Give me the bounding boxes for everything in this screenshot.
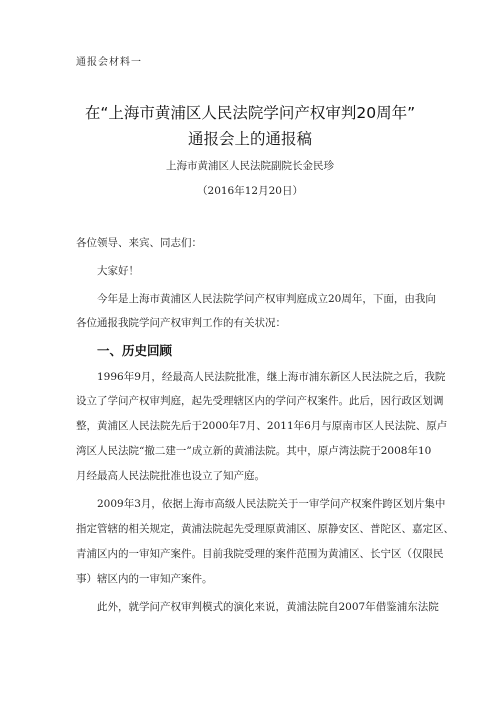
paragraph-line: 月经最高人民法院批准也设立了知产庭。: [76, 470, 265, 482]
paragraph-line: 此外，就学问产权审判模式的演化来说，黄浦法院自2007年借鉴浦东法院: [97, 601, 439, 613]
paragraph-line: 青浦区内的一审知产案件。目前我院受理的案件范围为黄浦区、长宁区（仅限民: [76, 548, 444, 560]
paragraph-line: 2009年3月，依据上海市高级人民法院关于一审学问产权案件跨区划片集中: [97, 498, 446, 510]
document-date: （2016年12月20日）: [197, 185, 303, 197]
intro-line: 今年是上海市黄浦区人民法院学问产权审判庭成立20周年，下面，由我向: [97, 293, 436, 305]
section-heading: 一、历史回顾: [97, 343, 173, 358]
document-title-line2: 通报会上的通报稿: [187, 130, 312, 148]
hello-text: 大家好！: [97, 265, 139, 277]
intro-line: 各位通报我院学问产权审判工作的有关状况：: [76, 317, 286, 329]
paragraph-line: 整，黄浦区人民法院先后于2000年7月、2011年6月与原南市区人民法院、原卢: [76, 420, 448, 432]
paragraph-line: 1996年9月，经最高人民法院批准，继上海市浦东新区人民法院之后，我院: [97, 371, 446, 383]
document-title-line1: 在“上海市黄浦区人民法院学问产权审判20周年”: [84, 104, 416, 122]
greeting-text: 各位领导、来宾、同志们：: [76, 237, 202, 249]
paragraph-line: 事）辖区内的一审知产案件。: [76, 573, 213, 585]
paragraph-line: 指定管辖的相关规定，黄浦法院起先受理原黄浦区、原静安区、普陀区、嘉定区、: [76, 523, 454, 535]
paragraph-line: 湾区人民法院“撤二建一”成立新的黄浦法院。其中，原卢湾法院于2008年10: [76, 445, 432, 457]
document-author: 上海市黄浦区人民法院副院长金民珍: [166, 160, 334, 172]
document-note: 通报会材料一: [76, 57, 142, 68]
paragraph-line: 设立了学问产权审判庭，起先受理辖区内的学问产权案件。此后，因行政区划调: [76, 395, 444, 407]
